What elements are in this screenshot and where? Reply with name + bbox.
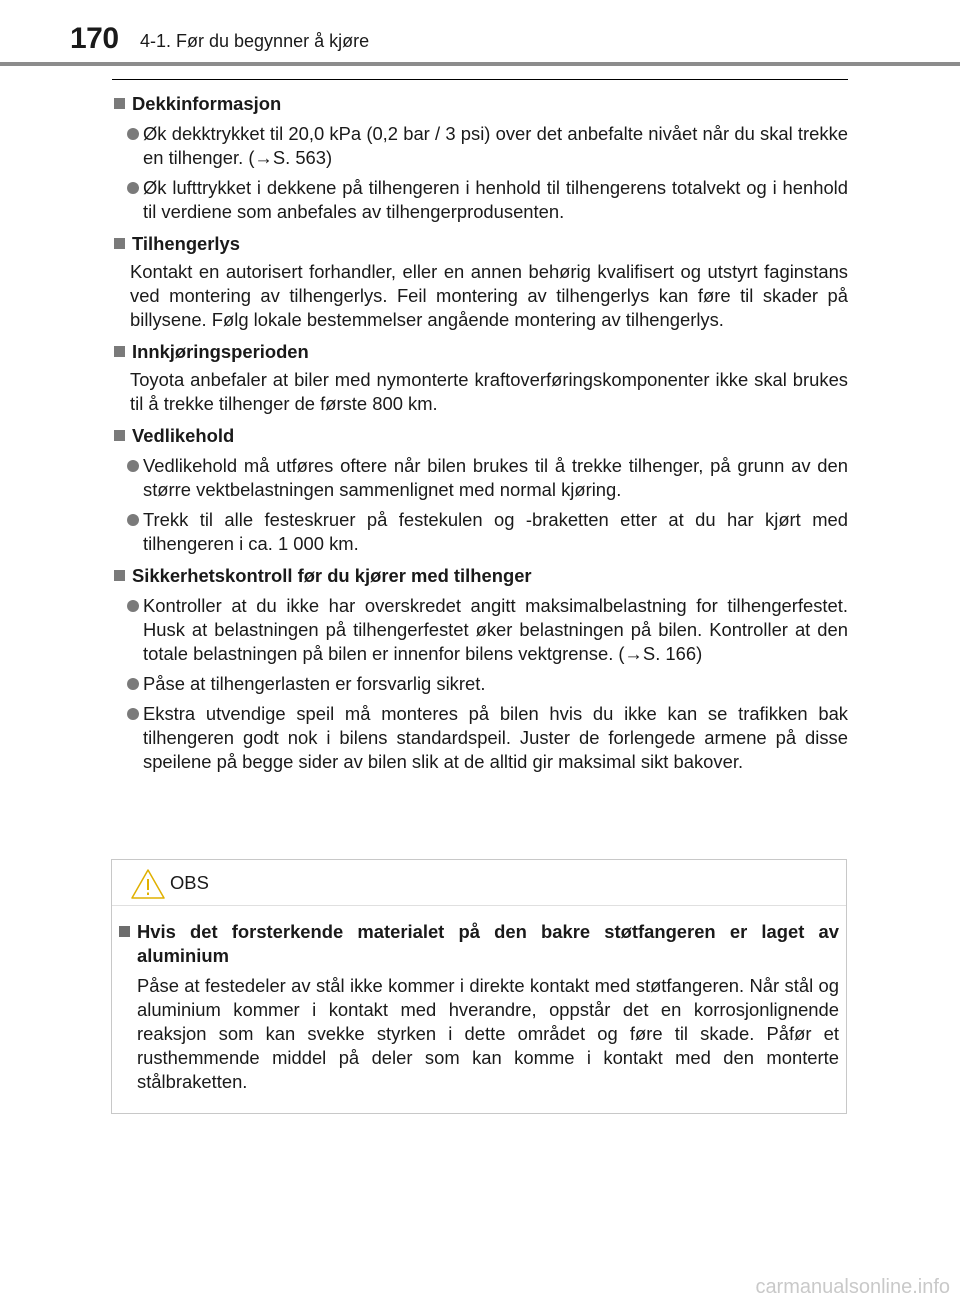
caution-content xyxy=(119,920,839,1094)
page-number: 170 xyxy=(70,22,119,55)
circle-bullet-icon xyxy=(127,600,139,612)
section-sikkerhetskontroll xyxy=(112,564,848,774)
square-bullet-icon xyxy=(119,926,130,937)
list-item xyxy=(127,508,848,556)
section-heading: Vedlikehold xyxy=(132,425,235,446)
circle-bullet-icon xyxy=(127,182,139,194)
section-tilhengerlys xyxy=(112,232,848,332)
circle-bullet-icon xyxy=(127,708,139,720)
list-item-text: Kontroller at du ikke har overskredet angitt maksimalbelastning for tilhengerfestet. Husk at belastningen på tilhengerfestet øker belastningen på bilen. Kontroller at den totale belastningen på bilen er innenfor bilens vektgrense. (→S. 166) xyxy=(143,595,848,664)
header-rule xyxy=(0,62,960,66)
circle-bullet-icon xyxy=(127,678,139,690)
list-item-text: Ekstra utvendige speil må monteres på bilen hvis du ikke kan se trafikken bak tilhengeren godt nok i bilens standardspeil. Juster de forlengede armene på disse speilene på begge sider av bilen slik at de alltid gir maksimal sikt bakover. xyxy=(143,703,848,772)
square-bullet-icon xyxy=(114,238,125,249)
list-item-text: Vedlikehold må utføres oftere når bilen brukes til å trekke tilhenger, på grunn av den større vektbelastningen sammenlignet med normal kjøring. xyxy=(143,455,848,500)
square-bullet-icon xyxy=(114,346,125,357)
top-divider xyxy=(112,79,848,80)
watermark: carmanualsonline.info xyxy=(755,1276,950,1298)
list-item xyxy=(127,454,848,502)
caution-divider xyxy=(112,905,846,906)
circle-bullet-icon xyxy=(127,128,139,140)
section-text: Kontakt en autorisert forhandler, eller en annen behørig kvalifisert og utstyrt faginstans ved montering av tilhengerlys. Feil montering av tilhengerlys kan føre til skader på billysene. Følg lokale bestemmelser angående montering av tilhengerlys. xyxy=(130,261,848,330)
section-heading: Innkjøringsperioden xyxy=(132,341,309,362)
list-item xyxy=(127,122,848,170)
circle-bullet-icon xyxy=(127,514,139,526)
warning-triangle-icon xyxy=(130,868,166,900)
list-item-text: Trekk til alle festeskruer på festekulen og -braketten etter at du har kjørt med tilhengeren i ca. 1 000 km. xyxy=(143,509,848,554)
list-item xyxy=(127,176,848,224)
square-bullet-icon xyxy=(114,570,125,581)
list-item xyxy=(127,594,848,666)
section-dekkinformasjon xyxy=(112,92,848,224)
list-item xyxy=(127,672,848,696)
list-item-text: Påse at tilhengerlasten er forsvarlig sikret. xyxy=(143,673,486,694)
chapter-title: 4-1. Før du begynner å kjøre xyxy=(140,31,370,51)
caution-label: OBS xyxy=(170,872,209,893)
caution-text: Påse at festedeler av stål ikke kommer i direkte kontakt med støtfangeren. Når stål og aluminium kommer i kontakt med hverandre, oppstår det en korrosjonlignende reaksjon som kan svekke styrken i dette området og føre til skade. Påfør et rusthemmende middel på deler som kan komme i kontakt med den monterte stålbraketten. xyxy=(137,975,839,1092)
caution-heading: Hvis det forsterkende materialet på den bakre støtfangeren er laget av aluminium xyxy=(137,921,839,966)
section-innkjoringsperioden xyxy=(112,340,848,416)
page-header xyxy=(0,0,960,70)
list-item-text: Øk lufttrykket i dekkene på tilhengeren i henhold til tilhengerens totalvekt og i henhold til verdiene som anbefales av tilhengerprodusenten. xyxy=(143,177,848,222)
section-text: Toyota anbefaler at biler med nymonterte kraftoverføringskomponenter ikke skal brukes til å trekke tilhenger de første 800 km. xyxy=(130,369,848,414)
circle-bullet-icon xyxy=(127,460,139,472)
section-heading: Dekkinformasjon xyxy=(132,93,282,114)
main-content xyxy=(112,92,848,782)
section-heading: Sikkerhetskontroll før du kjører med tilhenger xyxy=(132,565,532,586)
list-item-text: Øk dekktrykket til 20,0 kPa (0,2 bar / 3 psi) over det anbefalte nivået når du skal trekke en tilhenger. (→S. 563) xyxy=(143,123,848,168)
caution-header xyxy=(112,860,846,905)
square-bullet-icon xyxy=(114,430,125,441)
square-bullet-icon xyxy=(114,98,125,109)
section-heading: Tilhengerlys xyxy=(132,233,240,254)
caution-box xyxy=(111,859,847,1114)
section-vedlikehold xyxy=(112,424,848,556)
list-item xyxy=(127,702,848,774)
